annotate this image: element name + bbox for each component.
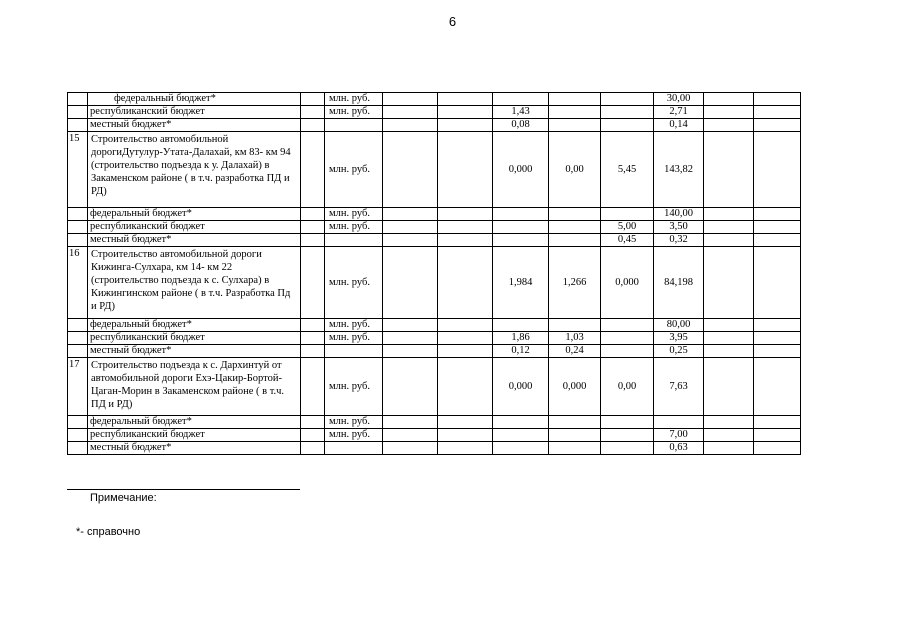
row-name-cell: местный бюджет* [88,119,301,132]
value-cell [704,132,754,208]
value-cell [754,132,801,208]
row-name-cell: местный бюджет* [88,234,301,247]
value-cell [383,332,438,345]
value-cell: 3,50 [654,221,704,234]
row-number-cell: 16 [68,247,88,319]
value-cell: 0,00 [549,132,601,208]
value-cell [754,93,801,106]
value-cell [704,332,754,345]
table-row-budget [68,234,801,247]
page-number: 6 [448,14,457,29]
row-number-cell [68,234,88,247]
value-cell: 3,95 [654,332,704,345]
value-cell [383,345,438,358]
value-cell [549,208,601,221]
budget-table [67,92,801,455]
value-cell [754,416,801,429]
unit-cell: млн. руб. [325,93,383,106]
value-cell: 1,984 [493,247,549,319]
row-number-cell: 15 [68,132,88,208]
value-cell [601,93,654,106]
value-cell [549,106,601,119]
value-cell [438,358,493,416]
value-cell [493,442,549,455]
value-cell: 143,82 [654,132,704,208]
value-cell [493,234,549,247]
row-name-cell: Строительство автомобильной дорогиДутулур-Утата-Далахай, км 83- км 94 (строительство подъезда к у. Далахай) в Закаменском районе ( в т.ч. разработка ПД и РД) [88,132,301,208]
value-cell [754,332,801,345]
row-name-cell: федеральный бюджет* [88,416,301,429]
value-cell [383,416,438,429]
value-cell [383,93,438,106]
row-name-cell: республиканский бюджет [88,221,301,234]
value-cell [549,221,601,234]
row-number-cell [68,93,88,106]
note-label: Примечание: [90,492,157,504]
value-cell [754,345,801,358]
row-number-cell [68,208,88,221]
value-cell [704,416,754,429]
table-row-budget [68,106,801,119]
row-name-cell: Строительство подъезда к с. Дархинтуй от автомобильной дороги Ехэ-Цакир-Бортой-Цаган-Морин в Закаменском районе ( в т.ч. ПД и РД) [88,358,301,416]
row-number-cell [68,332,88,345]
unit-cell: млн. руб. [325,106,383,119]
value-cell [383,234,438,247]
row-number-cell [68,429,88,442]
value-cell: 0,24 [549,345,601,358]
value-cell [438,93,493,106]
value-cell [704,442,754,455]
row-number-cell [68,442,88,455]
value-cell: 0,000 [601,247,654,319]
unit-cell: млн. руб. [325,132,383,208]
value-cell [438,132,493,208]
value-cell [438,319,493,332]
value-cell [383,221,438,234]
unit-cell: млн. руб. [325,429,383,442]
unit-cell: млн. руб. [325,332,383,345]
unit-cell [325,442,383,455]
value-cell [754,319,801,332]
value-cell [383,132,438,208]
row-number-cell [68,319,88,332]
spacer-cell [301,132,325,208]
value-cell [438,345,493,358]
row-name-cell: федеральный бюджет* [88,208,301,221]
value-cell [754,358,801,416]
value-cell: 84,198 [654,247,704,319]
table-row-budget [68,221,801,234]
value-cell: 0,000 [493,132,549,208]
value-cell [549,119,601,132]
value-cell: 0,14 [654,119,704,132]
unit-cell [325,234,383,247]
footnote: *- справочно [76,526,141,538]
row-number-cell: 17 [68,358,88,416]
value-cell [438,234,493,247]
value-cell: 140,00 [654,208,704,221]
table-row-budget [68,93,801,106]
value-cell [438,106,493,119]
value-cell [601,345,654,358]
value-cell [549,234,601,247]
value-cell [601,332,654,345]
value-cell: 0,63 [654,442,704,455]
spacer-cell [301,208,325,221]
value-cell [493,429,549,442]
table-row-project [68,132,801,208]
value-cell [549,429,601,442]
table-row-budget [68,208,801,221]
value-cell [704,234,754,247]
unit-cell: млн. руб. [325,221,383,234]
spacer-cell [301,429,325,442]
spacer-cell [301,345,325,358]
value-cell [438,208,493,221]
spacer-cell [301,93,325,106]
value-cell [754,429,801,442]
spacer-cell [301,221,325,234]
value-cell [754,234,801,247]
value-cell [704,345,754,358]
value-cell [754,119,801,132]
row-name-cell: федеральный бюджет* [88,93,301,106]
value-cell [493,416,549,429]
value-cell: 1,43 [493,106,549,119]
unit-cell: млн. руб. [325,247,383,319]
value-cell [438,416,493,429]
value-cell: 30,00 [654,93,704,106]
value-cell [704,208,754,221]
value-cell [383,106,438,119]
value-cell [601,442,654,455]
value-cell [438,442,493,455]
value-cell [704,106,754,119]
value-cell [438,247,493,319]
value-cell [383,358,438,416]
value-cell [704,221,754,234]
value-cell [601,208,654,221]
value-cell: 5,00 [601,221,654,234]
value-cell: 0,12 [493,345,549,358]
value-cell: 2,71 [654,106,704,119]
row-name-cell: Строительство автомобильной дороги Кижинга-Сулхара, км 14- км 22 (строительство подъезда к с. Сулхара) в Кижингинском районе ( в т.ч. Разработка Пд и РД) [88,247,301,319]
value-cell [549,416,601,429]
value-cell [704,247,754,319]
value-cell [601,429,654,442]
value-cell: 80,00 [654,319,704,332]
table-row-budget [68,332,801,345]
unit-cell [325,345,383,358]
table-body [68,93,801,455]
row-name-cell: местный бюджет* [88,345,301,358]
value-cell [383,119,438,132]
row-number-cell [68,416,88,429]
value-cell: 0,45 [601,234,654,247]
value-cell [493,208,549,221]
spacer-cell [301,319,325,332]
value-cell [438,429,493,442]
spacer-cell [301,234,325,247]
value-cell [601,119,654,132]
spacer-cell [301,106,325,119]
value-cell [754,247,801,319]
table-row-budget [68,119,801,132]
value-cell [383,319,438,332]
note-divider [67,489,300,490]
value-cell [383,208,438,221]
value-cell [754,442,801,455]
table-row-budget [68,416,801,429]
value-cell [601,319,654,332]
value-cell: 1,86 [493,332,549,345]
value-cell [754,106,801,119]
value-cell [704,358,754,416]
spacer-cell [301,358,325,416]
row-name-cell: республиканский бюджет [88,106,301,119]
value-cell [383,442,438,455]
spacer-cell [301,119,325,132]
spacer-cell [301,332,325,345]
row-number-cell [68,221,88,234]
value-cell [704,429,754,442]
value-cell: 7,63 [654,358,704,416]
value-cell: 1,03 [549,332,601,345]
row-name-cell: республиканский бюджет [88,332,301,345]
table-row-budget [68,319,801,332]
value-cell [493,221,549,234]
value-cell [438,221,493,234]
unit-cell: млн. руб. [325,416,383,429]
value-cell: 0,00 [601,358,654,416]
row-number-cell [68,119,88,132]
value-cell [549,319,601,332]
value-cell [601,106,654,119]
unit-cell [325,119,383,132]
value-cell: 0,000 [549,358,601,416]
value-cell [704,119,754,132]
row-name-cell: республиканский бюджет [88,429,301,442]
value-cell [601,416,654,429]
value-cell [383,429,438,442]
value-cell [493,319,549,332]
value-cell: 0,08 [493,119,549,132]
spacer-cell [301,416,325,429]
value-cell [438,119,493,132]
row-name-cell: федеральный бюджет* [88,319,301,332]
spacer-cell [301,247,325,319]
row-number-cell [68,106,88,119]
value-cell [654,416,704,429]
unit-cell: млн. руб. [325,319,383,332]
value-cell [549,442,601,455]
table-row-project [68,358,801,416]
value-cell: 1,266 [549,247,601,319]
row-number-cell [68,345,88,358]
table-row-budget [68,429,801,442]
table-row-project [68,247,801,319]
unit-cell: млн. руб. [325,358,383,416]
table-row-budget [68,442,801,455]
spacer-cell [301,442,325,455]
value-cell [493,93,549,106]
value-cell [754,221,801,234]
value-cell [438,332,493,345]
value-cell: 5,45 [601,132,654,208]
value-cell: 0,32 [654,234,704,247]
value-cell: 7,00 [654,429,704,442]
value-cell [383,247,438,319]
value-cell [754,208,801,221]
value-cell: 0,25 [654,345,704,358]
unit-cell: млн. руб. [325,208,383,221]
row-name-cell: местный бюджет* [88,442,301,455]
value-cell [704,319,754,332]
value-cell [704,93,754,106]
value-cell [549,93,601,106]
table-row-budget [68,345,801,358]
value-cell: 0,000 [493,358,549,416]
